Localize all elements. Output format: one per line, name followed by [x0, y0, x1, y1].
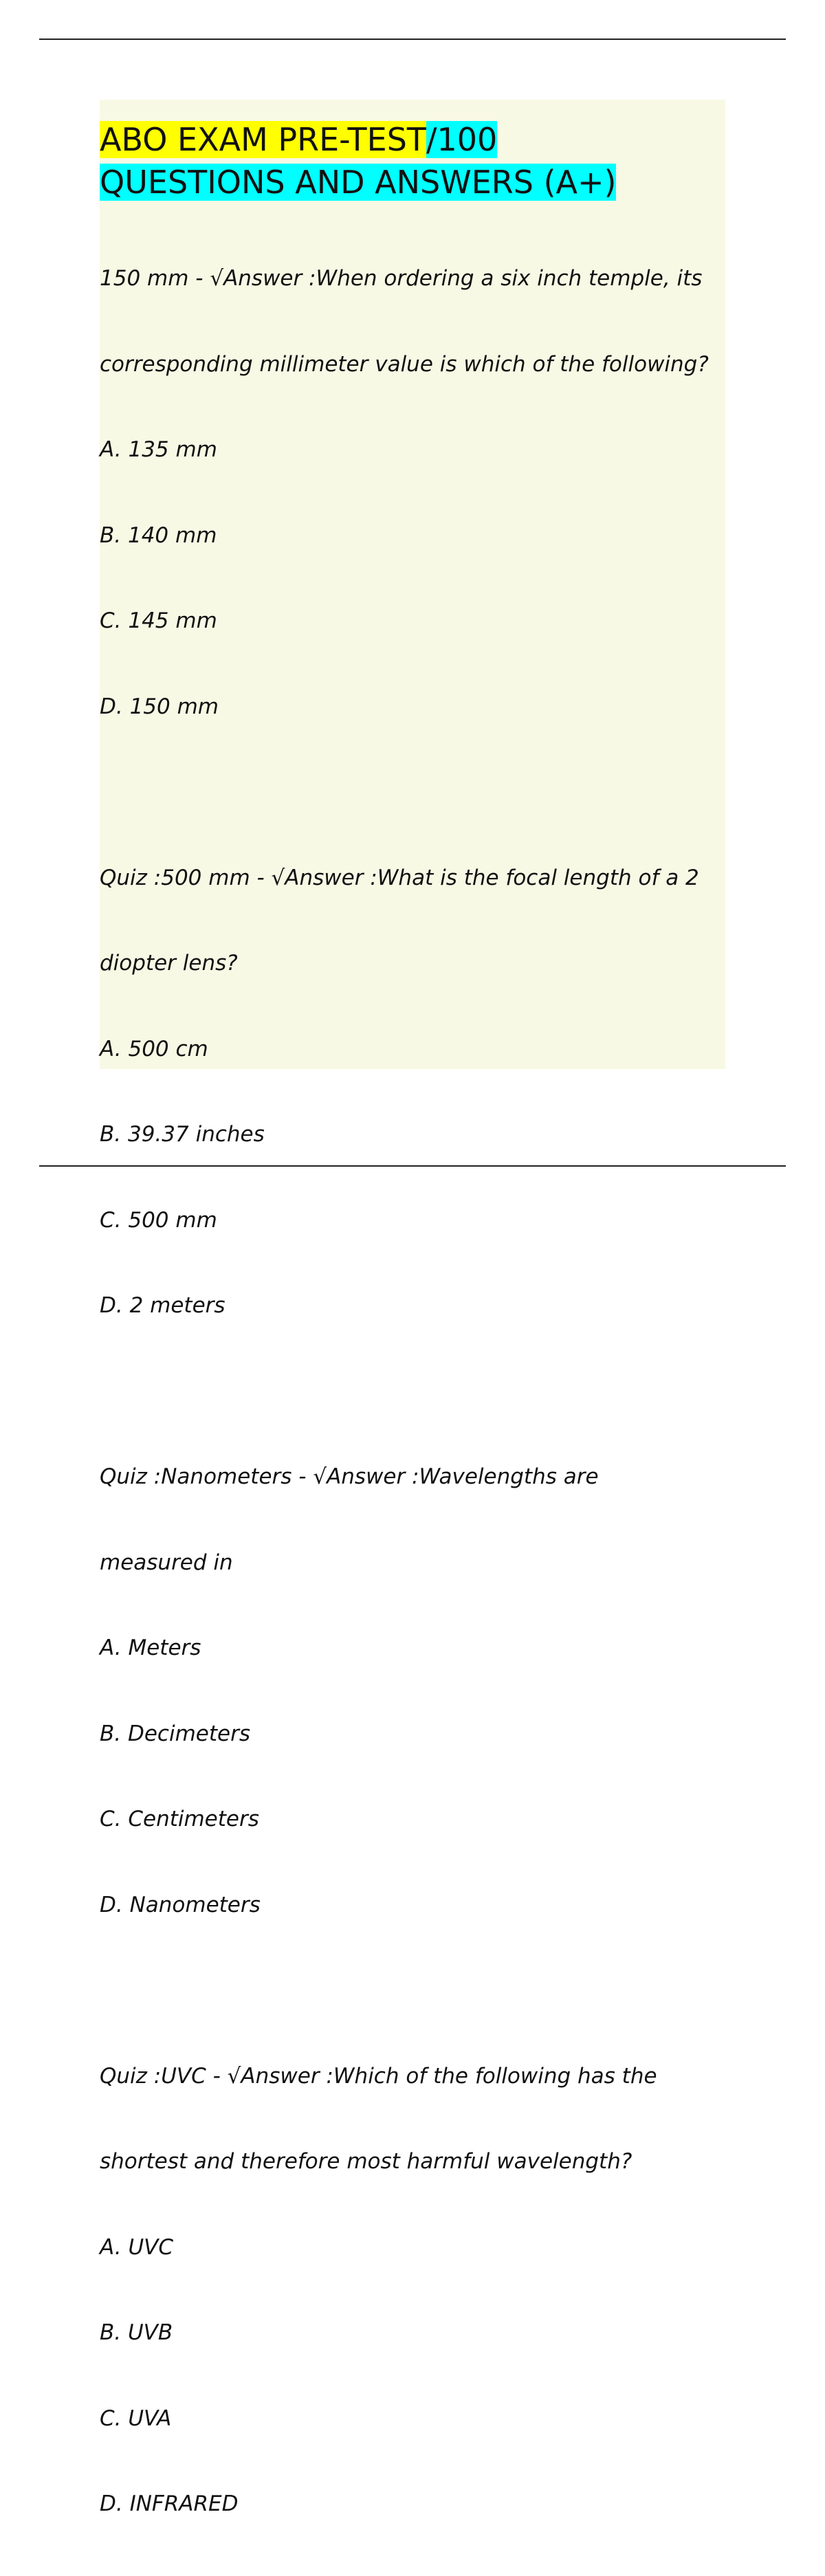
question-stem-line: shortest and therefore most harmful wavelength?: [100, 2149, 632, 2174]
question-stem-line: 150 mm - √Answer :When ordering a six inch temple, its: [100, 266, 703, 291]
answer-option: B. 39.37 inches: [100, 1122, 265, 1147]
title-highlight-yellow: ABO EXAM PRE-TEST: [100, 121, 427, 158]
answer-option: C. Centimeters: [100, 1807, 259, 1831]
title-line-2: QUESTIONS AND ANSWERS (A+): [100, 164, 617, 201]
bottom-rule: [39, 1165, 786, 1167]
answer-option: B. Decimeters: [100, 1721, 250, 1746]
question-item: [100, 807, 725, 1378]
answer-option: B. UVB: [100, 2320, 173, 2345]
question-stem-line: Quiz :500 mm - √Answer :What is the focal length of a 2: [100, 865, 699, 890]
document-title: [100, 100, 725, 203]
question-item: [100, 1406, 725, 1977]
answer-option: A. 500 cm: [100, 1036, 208, 1061]
answer-option: D. 150 mm: [100, 694, 219, 719]
question-list: [100, 208, 725, 2576]
answer-option: A. UVC: [100, 2234, 174, 2260]
exam-content: [100, 100, 725, 2516]
question-stem-line: corresponding millimeter value is which of the following?: [100, 351, 709, 377]
top-rule: [39, 38, 786, 40]
question-item: [100, 208, 725, 778]
answer-option: B. 140 mm: [100, 522, 217, 548]
answer-option: C. UVA: [100, 2406, 172, 2431]
question-stem-line: diopter lens?: [100, 951, 238, 976]
answer-option: D. 2 meters: [100, 1293, 226, 1318]
title-highlight-cyan: /100: [426, 121, 498, 158]
question-stem-line: Quiz :UVC - √Answer :Which of the following has the: [100, 2063, 657, 2089]
answer-option: A. Meters: [100, 1636, 201, 1660]
answer-option: C. 500 mm: [100, 1207, 217, 1233]
question-item: [100, 2005, 725, 2576]
answer-option: D. INFRARED: [100, 2491, 239, 2516]
answer-option: D. Nanometers: [100, 1892, 261, 1917]
question-stem-line: Quiz :Nanometers - √Answer :Wavelengths are: [100, 1464, 599, 1489]
answer-option: C. 145 mm: [100, 608, 217, 633]
question-stem-line: measured in: [100, 1550, 233, 1575]
answer-option: A. 135 mm: [100, 437, 217, 462]
